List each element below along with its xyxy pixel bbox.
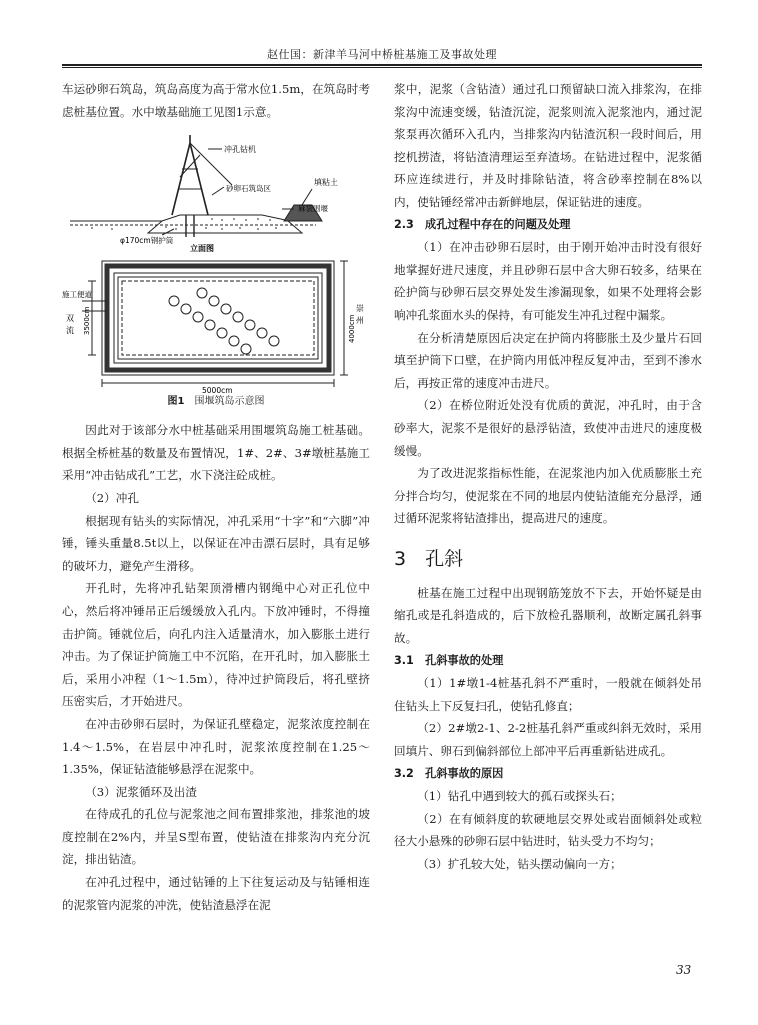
left-paragraph-4: 开孔时，先将冲孔钻架顶滑槽内钢绳中心对正孔位中心，然后将冲锤吊正后缓缓放入孔内。下放冲锤时，不得撞击护筒。锤就位后，向孔内注入适量清水，加入膨胀土进行冲击。为了保证护筒施工中不沉陷，在开孔时，加入膨胀土后，采用小冲程（1～1.5m），待冲过护筒段后，将孔壁挤压密实后，才开始进尺。 <box>62 581 370 709</box>
right-paragraph-3: 在分析清楚原因后决定在护筒内将膨胀土及少量片石回填至护筒下口壁，在护筒内用低冲程反复冲击，至到不渗水后，再按正常的速度冲击进尺。 <box>394 330 702 390</box>
header-rule-thick <box>62 64 702 66</box>
figure-caption-text: 围堰筑岛示意图 <box>194 396 265 408</box>
left-paragraph-6: 在待成孔的孔位与泥浆池之间布置排浆池，排浆池的坡度控制在2%内，并呈S型布置，使钻渣在排浆沟内充分沉淀，排出钻渣。 <box>62 807 370 867</box>
left-paragraph-1: 车运砂卵石筑岛，筑岛高度为高于常水位1.5m，在筑岛时考虑桩基位置。水中墩基础施工见图1示意。 <box>62 82 370 119</box>
left-paragraph-2: 因此对于该部分水中桩基础采用围堰筑岛施工桩基础。根据全桥桩基的数量及布置情况，1#、2#、3#墩桩基施工采用“冲击钻成孔”工艺，水下浇注砼成桩。 <box>62 423 370 483</box>
figure-1 <box>62 125 370 415</box>
label-river-left-2: 流 <box>66 326 74 336</box>
right-paragraph-7: （1）1#墩1-4桩基孔斜不严重时，一般就在倾斜处吊住钻头上下反复扫孔，使钻孔修直； <box>394 676 702 713</box>
label-access-road: 施工便道 <box>62 290 92 300</box>
section-3-2-heading: 3.2 孔斜事故的原因 <box>394 766 504 780</box>
left-paragraph-7: 在冲孔过程中，通过钻锤的上下往复运动及与钻锤相连的泥浆管内泥浆的冲洗，使钻渣悬浮在泥 <box>62 875 370 912</box>
plan-view <box>82 261 348 387</box>
label-sandbag-weir: 麻袋围堰 <box>298 204 328 214</box>
section-3-1-heading: 3.1 孔斜事故的处理 <box>394 653 504 667</box>
label-dim-3500: 3500cm <box>83 306 91 336</box>
label-river-right-1: 崇 <box>356 304 364 314</box>
right-paragraph-9: （1）钻孔中遇到较大的孤石或探头石； <box>417 789 622 804</box>
section-2-3-heading: 2.3 成孔过程中存在的问题及处理 <box>394 217 571 231</box>
page-number: 33 <box>676 963 692 977</box>
label-clay-fill: 填粘土 <box>314 178 338 188</box>
label-casing: φ170cm钢护筒 <box>120 236 174 246</box>
label-drill-rig: 冲孔钻机 <box>224 145 256 155</box>
right-paragraph-1: 浆中，泥浆（含钻渣）通过孔口预留缺口流入排浆沟，在排浆沟中流速变缓，钻渣沉淀，泥浆则流入泥浆池内，通过泥浆泵再次循环入孔内，当排浆沟内钻渣沉积一段时间后，用挖机捞渣，将钻渣清理运至弃渣场。在钻进过程中，泥浆循环应连续进行，并及时排除钻渣，将含砂率控制在8%以内，使钻锤经常冲击新鲜地层，保证钻进的速度。 <box>394 82 702 209</box>
right-paragraph-5: 为了改进泥浆指标性能，在泥浆池内加入优质膨胀土充分拌合均匀，使泥浆在不同的地层内使钻渣能充分悬浮，通过循环泥浆将钻渣排出，提高进尺的速度。 <box>394 466 702 526</box>
running-header: 赵仕国：新津羊马河中桥桩基施工及事故处理 <box>267 48 497 61</box>
figure-caption <box>62 395 370 409</box>
label-dim-4000: 4000cm <box>348 314 356 344</box>
right-paragraph-6: 桩基在施工过程中出现钢筋笼放不下去，开始怀疑是由缩孔或是孔斜造成的，后下放检孔器顺利，故断定属孔斜事故。 <box>394 585 702 646</box>
label-gravel-island: 砂卵石筑岛区 <box>226 184 271 194</box>
header-rule-thin <box>62 67 702 68</box>
right-paragraph-2: （1）在冲击砂卵石层时，由于刚开始冲击时没有很好地掌握好进尺速度，并且砂卵石层中含大卵石较多，结果在砼护筒与砂卵石层交界处发生渗漏现象，如果不处理将会影响冲孔浆面水头的保持，有可能发生冲孔过程中漏浆。 <box>394 240 702 322</box>
left-paragraph-3: 根据现有钻头的实际情况，冲孔采用“十字”和“六脚”冲锤，锤头重量8.5t以上，以保证在冲击漂石层时，具有足够的破坏力，避免产生滑移。 <box>62 513 370 573</box>
right-paragraph-8: （2）2#墩2-1、2-2桩基孔斜严重或纠斜无效时，采用回填片、卵石到偏斜部位上部冲平后再重新钻进成孔。 <box>394 721 702 759</box>
subheading-punching: （2）冲孔 <box>85 490 139 505</box>
label-river-right-2: 州 <box>356 316 364 326</box>
label-elevation: 立面图 <box>190 244 214 254</box>
right-paragraph-10: （2）在有倾斜度的软硬地层交界处或岩面倾斜处或粒径大小悬殊的砂卵石层中钻进时，钻头受力不均匀； <box>394 811 702 849</box>
left-column <box>62 78 370 916</box>
left-paragraph-5: 在冲击砂卵石层时，为保证孔壁稳定，泥浆浓度控制在1.4～1.5%，在岩层中冲孔时，泥浆浓度控制在1.25～1.35%，保证钻渣能够悬浮在泥浆中。 <box>62 716 370 777</box>
cofferdam-diagram <box>62 125 370 395</box>
right-paragraph-11: （3）扩孔较大处，钻头摆动偏向一方； <box>417 857 622 871</box>
section-3-heading: 3 孔斜 <box>394 547 464 570</box>
subheading-slurry: （3）泥浆循环及出渣 <box>85 784 197 799</box>
right-paragraph-4: （2）在桥位附近处没有优质的黄泥，冲孔时，由于含砂率大，泥浆不是很好的悬浮钻渣，致使冲击进尺的速度极缓慢。 <box>394 398 702 458</box>
label-river-left-1: 双 <box>66 314 74 324</box>
elevation-view <box>70 135 322 237</box>
right-column <box>394 78 702 876</box>
label-dim-5000: 5000cm <box>202 386 233 396</box>
figure-number: 图1 <box>167 396 185 408</box>
